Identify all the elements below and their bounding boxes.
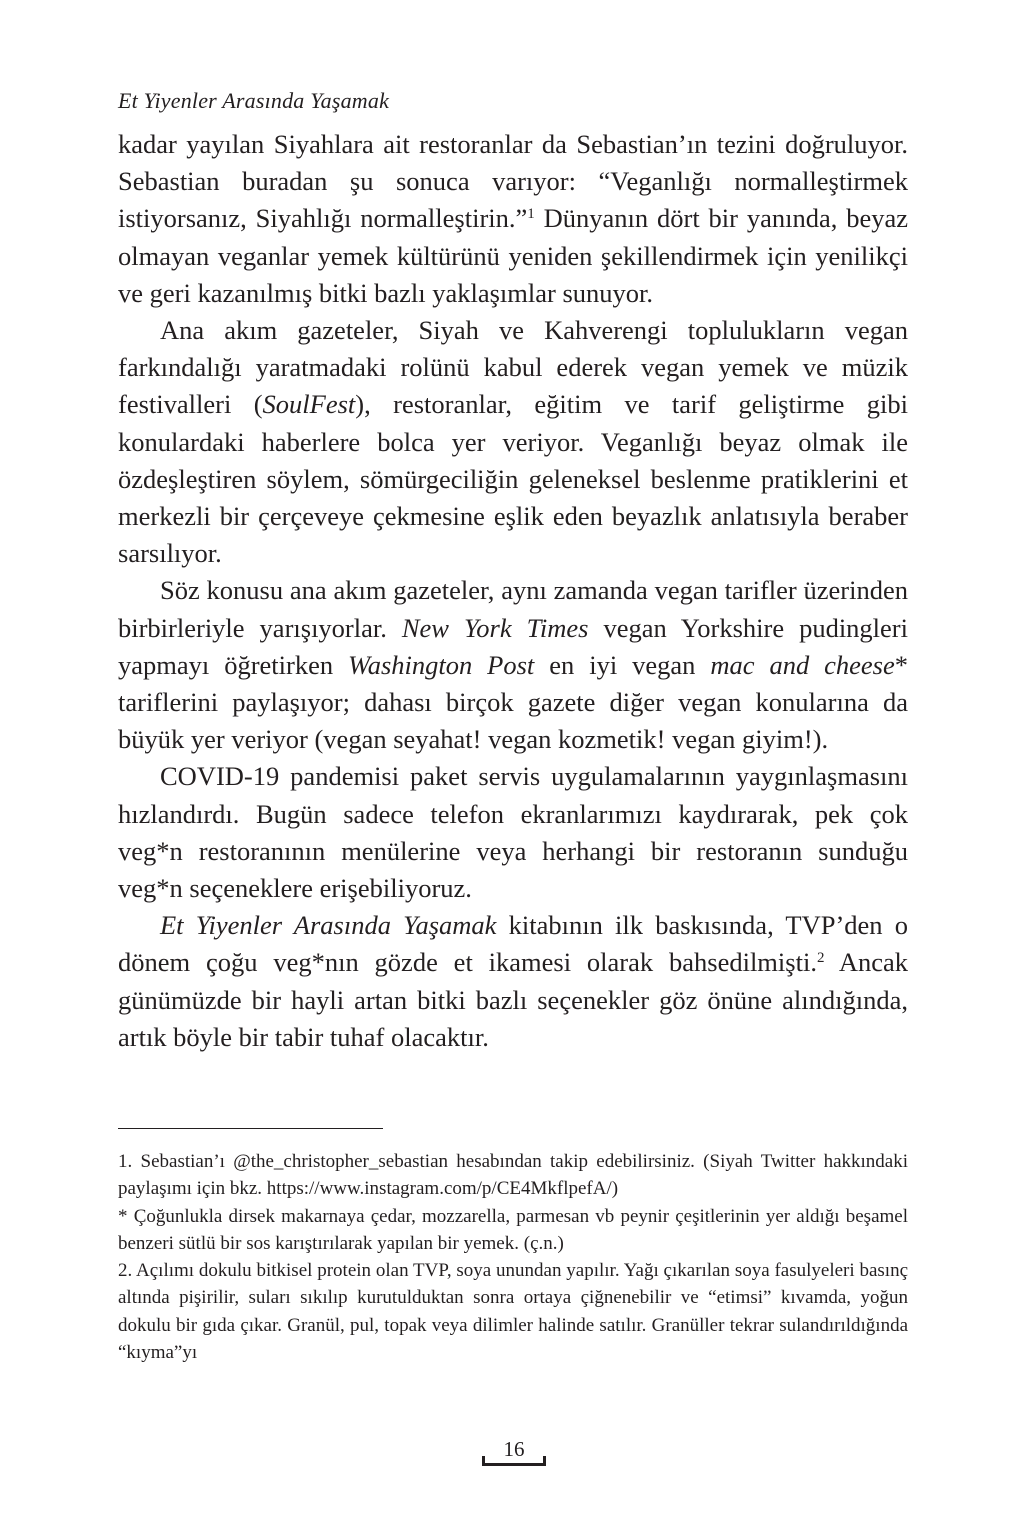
paragraph-5	[118, 907, 908, 1056]
paragraph-3	[118, 572, 908, 758]
paragraph-3-italic-c: mac and cheese	[710, 649, 895, 680]
paragraph-3-italic-a: New York Times	[401, 612, 589, 643]
page-number-tick-right	[543, 1456, 546, 1466]
paragraph-2-italic: SoulFest	[262, 389, 356, 420]
paragraph-1-text: kadar yayılan Siyahlara ait restoranlar da Sebastian’ın tezini doğruluyor. Sebastian buradan şu sonuca varıyor: “Veganlığı normalleştirmek istiyorsanız, Siyahlığı normalleştirin.”	[118, 129, 908, 234]
paragraph-4-text: COVID-19 pandemisi paket servis uygulamalarının yaygınlaşmasını hızlandırdı. Bugün sadece telefon ekranlarımızı kaydırarak, pek çok veg*n restoranının menülerine veya herhangi bir restoranın sunduğu veg*n seçeneklere erişebiliyoruz.	[118, 761, 908, 904]
footnote-ref-2: 2	[816, 950, 825, 967]
paragraph-3-italic-b: Washington Post	[348, 649, 535, 680]
running-head: Et Yiyenler Arasında Yaşamak	[118, 88, 390, 113]
page-number-underline	[482, 1463, 546, 1466]
footnotes	[118, 1148, 908, 1366]
footnote-1: 1. Sebastian’ı @the_christopher_sebastian hesabından takip edebilirsiniz. (Siyah Twitter hakkındaki paylaşımı için bkz. https://www.instagram.com/p/CE4MkflpefA/)	[118, 1151, 908, 1200]
page-number-block	[482, 1436, 546, 1466]
footnote-asterisk: * Çoğunlukla dirsek makarnaya çedar, mozzarella, parmesan vb peynir çeşitlerinin yer aldığı beşamel benzeri sütlü bir sos karıştırılarak yapılan bir yemek. (ç.n.)	[118, 1205, 908, 1254]
page-number: 16	[503, 1437, 525, 1461]
page-number-tick-left	[482, 1456, 485, 1466]
paragraph-5-text-cont: Ancak günümüzde bir hayli artan bitki bazlı seçenekler göz önüne alındığında, artık böyle bir tabir tuhaf olacaktır.	[118, 947, 909, 1052]
paragraph-2-text: Ana akım gazeteler, Siyah ve Kahverengi toplulukların vegan farkındalığı yaratmadaki rolünü kabul ederek vegan yemek ve müzik festivalleri (	[118, 315, 908, 420]
paragraph-3-text-b: vegan Yorkshire pudingleri yapmayı öğretirken	[118, 612, 908, 680]
body-text	[118, 126, 908, 1056]
paragraph-5-italic: Et Yiyenler Arasında Yaşamak	[160, 910, 497, 941]
footnote-ref-1: 1	[527, 206, 535, 223]
paragraph-1	[118, 126, 908, 312]
paragraph-2	[118, 312, 908, 572]
paragraph-3-text-c: en iyi vegan	[534, 649, 711, 680]
paragraph-3-text-a: Söz konusu ana akım gazeteler, aynı zamanda vegan tarifler üzerinden birbirleriyle yarışıyorlar.	[118, 575, 908, 643]
footnote-2: 2. Açılımı dokulu bitkisel protein olan TVP, soya unundan yapılır. Yağı çıkarılan soya fasulyeleri basınç altında pişirilir, suları sıkılıp kurutulduktan sonra ortaya çiğnenebilir ve “etimsi” kıvamda, yoğun dokulu bir gıda çıkar. Granül, pul, topak veya dilimler halinde satılır. Granüller tekrar sulandırıldığında “kıyma”yı	[118, 1260, 908, 1364]
paragraph-1-text-cont: Dünyanın dört bir yanında, beyaz olmayan veganlar yemek kültürünü yeniden şekillendirmek için yenilikçi ve geri kazanılmış bitki bazlı yaklaşımlar sunuyor.	[118, 203, 908, 308]
paragraph-3-text-d: * tariflerini paylaşıyor; dahası birçok gazete diğer vegan konularına da büyük yer veriyor (vegan seyahat! vegan kozmetik! vegan giyim!).	[118, 649, 908, 755]
paragraph-2-text-cont: ), restoranlar, eğitim ve tarif geliştirme gibi konulardaki haberlere bolca yer veriyor. Veganlığı beyaz olmak ile özdeşleştiren söylem, sömürgeciliğin geleneksel beslenme pratiklerini et merkezli bir çerçeveye çekmesine eşlik eden beyazlık anlatısıyla beraber sarsılıyor.	[118, 389, 908, 569]
paragraph-5-text: kitabının ilk baskısında, TVP’den o dönem çoğu veg*nın gözde et ikamesi olarak bahsedilmişti.	[118, 910, 909, 978]
footnote-rule	[118, 1128, 383, 1129]
paragraph-4	[118, 758, 908, 907]
